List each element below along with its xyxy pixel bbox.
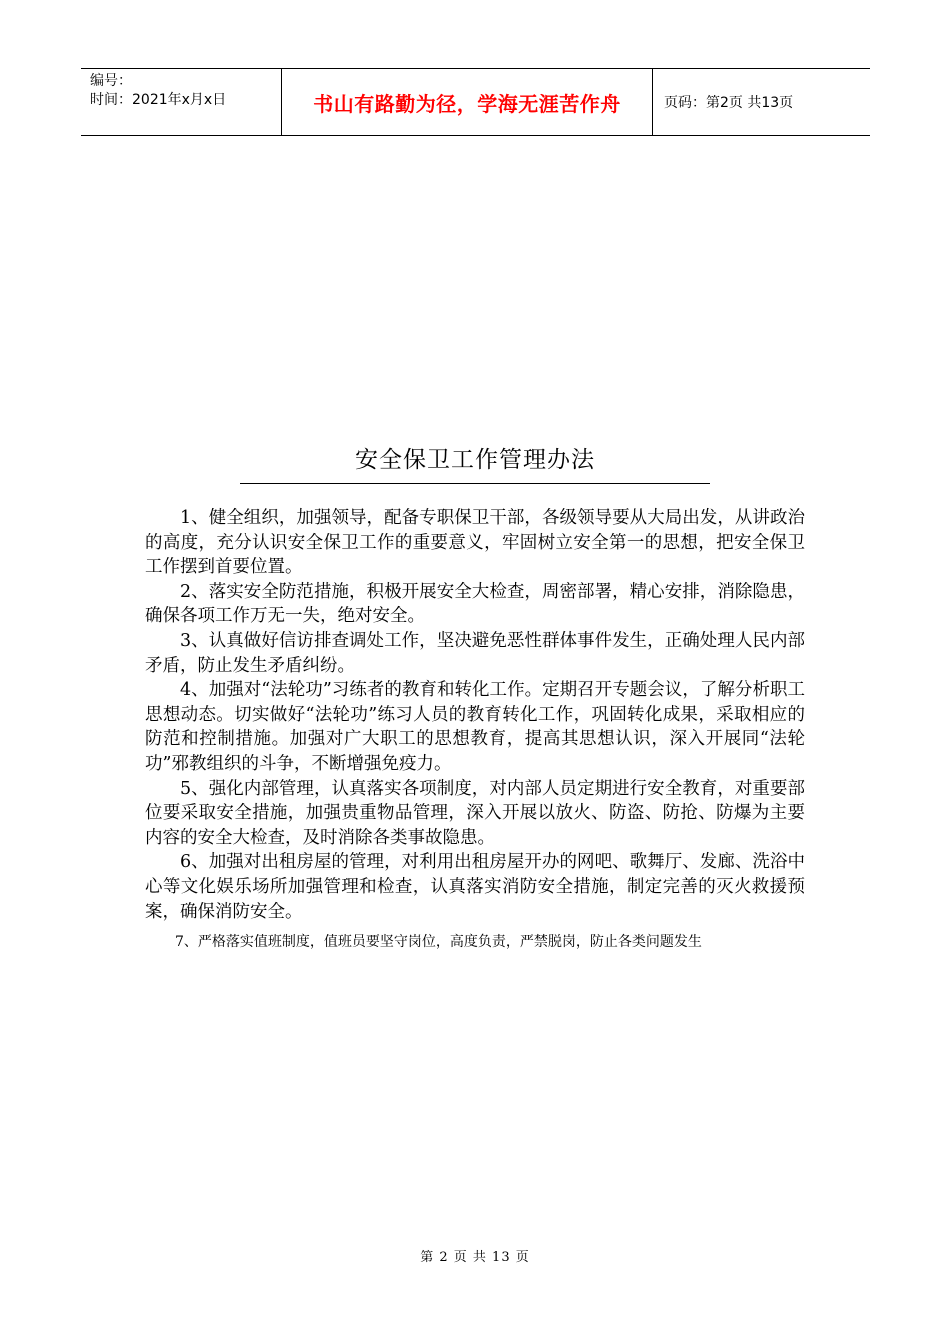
page-footer: 第 2 页 共 13 页 (420, 1250, 530, 1265)
number-label: 编号： (90, 73, 132, 89)
paragraph-3: 3、认真做好信访排查调处工作，坚决避免恶性群体事件发生，正确处理人民内部矛盾，防止发生矛盾纠纷。 (145, 630, 805, 676)
header-page-info: 页码：第2页 共13页 (664, 95, 794, 111)
paragraph-6: 6、加强对出租房屋的管理，对利用出租房屋开办的网吧、歌舞厅、发廊、洗浴中心等文化娱乐场所加强管理和检查，认真落实消防安全措施，制定完善的灭火救援预案，确保消防安全。 (145, 852, 805, 922)
document-title: 安全保卫工作管理办法 (355, 447, 595, 473)
paragraph-5: 5、强化内部管理，认真落实各项制度，对内部人员定期进行安全教育，对重要部位要采取安全措施，加强贵重物品管理，深入开展以放火、防盗、防抢、防爆为主要内容的安全大检查，及时消除各类事故隐患。 (145, 778, 805, 848)
document-title-wrap (240, 442, 710, 478)
paragraph-2: 2、落实安全防范措施，积极开展安全大检查，周密部署，精心安排，消除隐患，确保各项工作万无一失，绝对安全。 (145, 581, 805, 627)
page-header (81, 68, 870, 136)
paragraph-1: 1、健全组织，加强领导，配备专职保卫干部，各级领导要从大局出发，从讲政治的高度，充分认识安全保卫工作的重要意义，牢固树立安全第一的思想，把安全保卫工作摆到首要位置。 (145, 508, 805, 578)
title-underline (240, 483, 710, 484)
paragraph-7: 7、严格落实值班制度，值班员要坚守岗位，高度负责，严禁脱岗，防止各类问题发生 (175, 934, 702, 950)
document-body (145, 506, 805, 924)
paragraph-4: 4、加强对“法轮功”习练者的教育和转化工作。定期召开专题会议，了解分析职工思想动态。切实做好“法轮功”练习人员的教育转化工作，巩固转化成果，采取相应的防范和控制措施。加强对广大职工的思想教育，提高其思想认识，深入开展同“法轮功”邪教组织的斗争，不断增强免疫力。 (145, 680, 805, 774)
time-label: 时间：2021年x月x日 (90, 92, 227, 108)
header-motto: 书山有路勤为径，学海无涯苦作舟 (282, 69, 653, 135)
header-meta-cell (81, 69, 282, 135)
